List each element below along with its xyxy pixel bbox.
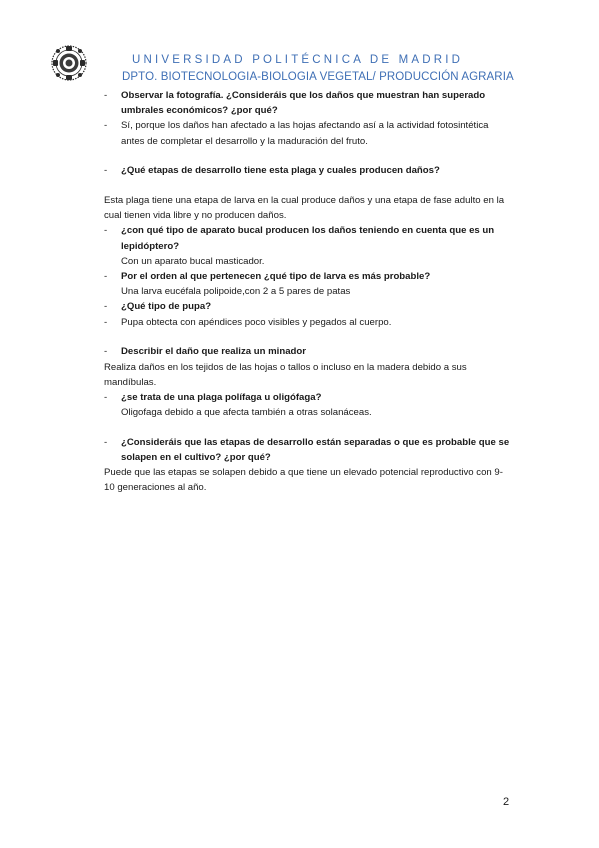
- answer-text: Sí, porque los daños han afectado a las hojas afectando así a la actividad fotosintética antes de completar el desarrollo y la maduración del fruto.: [121, 120, 489, 147]
- list-dash: -: [104, 120, 108, 132]
- list-dash: -: [104, 90, 108, 101]
- document-body: [104, 88, 512, 496]
- spacer: [104, 420, 512, 435]
- answer-text: Con un aparato bucal masticador.: [121, 255, 265, 267]
- list-item: [104, 315, 512, 330]
- university-seal-icon: [50, 43, 88, 83]
- list-dash: -: [104, 391, 108, 403]
- list-item: [104, 118, 512, 148]
- question-text: ¿Qué tipo de pupa?: [121, 301, 212, 313]
- question-text: ¿se trata de una plaga polífaga u oligófaga?: [121, 391, 322, 403]
- spacer: [104, 330, 512, 345]
- answer-text: Pupa obtecta con apéndices poco visibles y pegados al cuerpo.: [121, 316, 392, 328]
- list-item: [104, 88, 512, 118]
- paragraph: Puede que las etapas se solapen debido a que tiene un elevado potencial reproductivo con 9-10 generaciones al año.: [104, 467, 503, 494]
- list-dash: -: [104, 316, 108, 328]
- page-header: [0, 0, 599, 90]
- list-dash: -: [104, 346, 108, 358]
- question-text: ¿Qué etapas de desarrollo tiene esta plaga y cuales producen daños?: [121, 165, 440, 177]
- spacer: [104, 179, 512, 194]
- department-name: DPTO. BIOTECNOLOGIA-BIOLOGIA VEGETAL/ PRODUCCIÓN AGRARIA: [122, 71, 514, 83]
- answer-text: Una larva eucéfala polipoide,con 2 a 5 pares de patas: [121, 286, 351, 298]
- university-name: UNIVERSIDAD POLITÉCNICA DE MADRID: [132, 54, 464, 66]
- list-item: [104, 269, 512, 284]
- question-text: Observar la fotografía. ¿Consideráis que los daños que muestran han superado umbrales económicos? ¿por qué?: [121, 90, 486, 117]
- question-text: ¿con qué tipo de aparato bucal producen los daños teniendo en cuenta que es un lepidóptero?: [121, 225, 495, 252]
- list-item: [104, 390, 512, 405]
- list-dash: -: [104, 436, 108, 448]
- list-item: [104, 163, 512, 178]
- list-dash: -: [104, 271, 108, 283]
- paragraph: Esta plaga tiene una etapa de larva en la cual produce daños y una etapa de fase adulto en la cual tienen vida libre y no producen daños.: [104, 195, 505, 222]
- answer-text: Oligofaga debido a que afecta también a otras solanáceas.: [121, 407, 372, 419]
- spacer: [104, 149, 512, 164]
- question-text: Describir el daño que realiza un minador: [121, 346, 306, 358]
- page-number: 2: [503, 796, 510, 808]
- list-dash: -: [104, 225, 108, 237]
- list-item: [104, 435, 512, 465]
- list-item: [104, 344, 512, 359]
- paragraph: Realiza daños en los tejidos de las hojas o tallos o incluso en la madera debido a sus mandíbulas.: [104, 361, 467, 388]
- list-item: [104, 223, 512, 253]
- list-dash: -: [104, 301, 108, 313]
- question-text: Por el orden al que pertenecen ¿qué tipo de larva es más probable?: [121, 271, 431, 283]
- list-dash: -: [104, 165, 108, 177]
- list-item: [104, 299, 512, 314]
- question-text: ¿Consideráis que las etapas de desarrollo están separadas o que es probable que se solapen en el cultivo? ¿por qué?: [121, 436, 510, 464]
